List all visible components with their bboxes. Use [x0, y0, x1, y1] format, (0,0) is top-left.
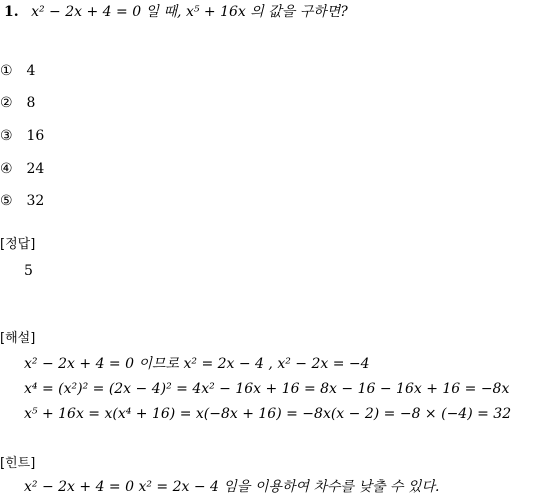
choice-value: 24	[26, 161, 45, 177]
question-line	[4, 3, 348, 21]
choice-2[interactable]	[0, 94, 35, 112]
choice-marker: ④	[0, 161, 13, 177]
choice-value: 32	[26, 193, 45, 209]
hint-text: x² − 2x + 4 = 0 x² = 2x − 4 임을 이용하여 차수를 낮출 수 있다.	[24, 479, 440, 495]
choice-value: 8	[26, 95, 36, 111]
choice-1[interactable]	[0, 62, 35, 80]
hint-label: [힌트]	[0, 456, 36, 471]
choice-marker: ②	[0, 95, 13, 111]
choice-5[interactable]	[0, 192, 44, 210]
solution-label: [해설]	[0, 331, 36, 346]
choice-marker: ⑤	[0, 193, 13, 209]
answer-label: [정답]	[0, 237, 36, 252]
answer-value: 5	[24, 263, 33, 279]
question-text: x² − 2x + 4 = 0 일 때, x⁵ + 16x 의 값을 구하면?	[31, 4, 348, 20]
choice-3[interactable]	[0, 127, 44, 145]
solution-line-1: x² − 2x + 4 = 0 이므로 x² = 2x − 4 , x² − 2x = −4	[24, 356, 370, 372]
choice-value: 4	[26, 63, 36, 79]
choice-value: 16	[26, 128, 45, 144]
choice-marker: ③	[0, 128, 13, 144]
choice-4[interactable]	[0, 160, 44, 178]
question-number: 1.	[4, 4, 19, 20]
choice-marker: ①	[0, 63, 13, 79]
solution-line-2: x⁴ = (x²)² = (2x − 4)² = 4x² − 16x + 16 = 8x − 16 − 16x + 16 = −8x	[24, 381, 510, 397]
solution-line-3: x⁵ + 16x = x(x⁴ + 16) = x(−8x + 16) = −8x(x − 2) = −8 × (−4) = 32	[24, 406, 512, 422]
